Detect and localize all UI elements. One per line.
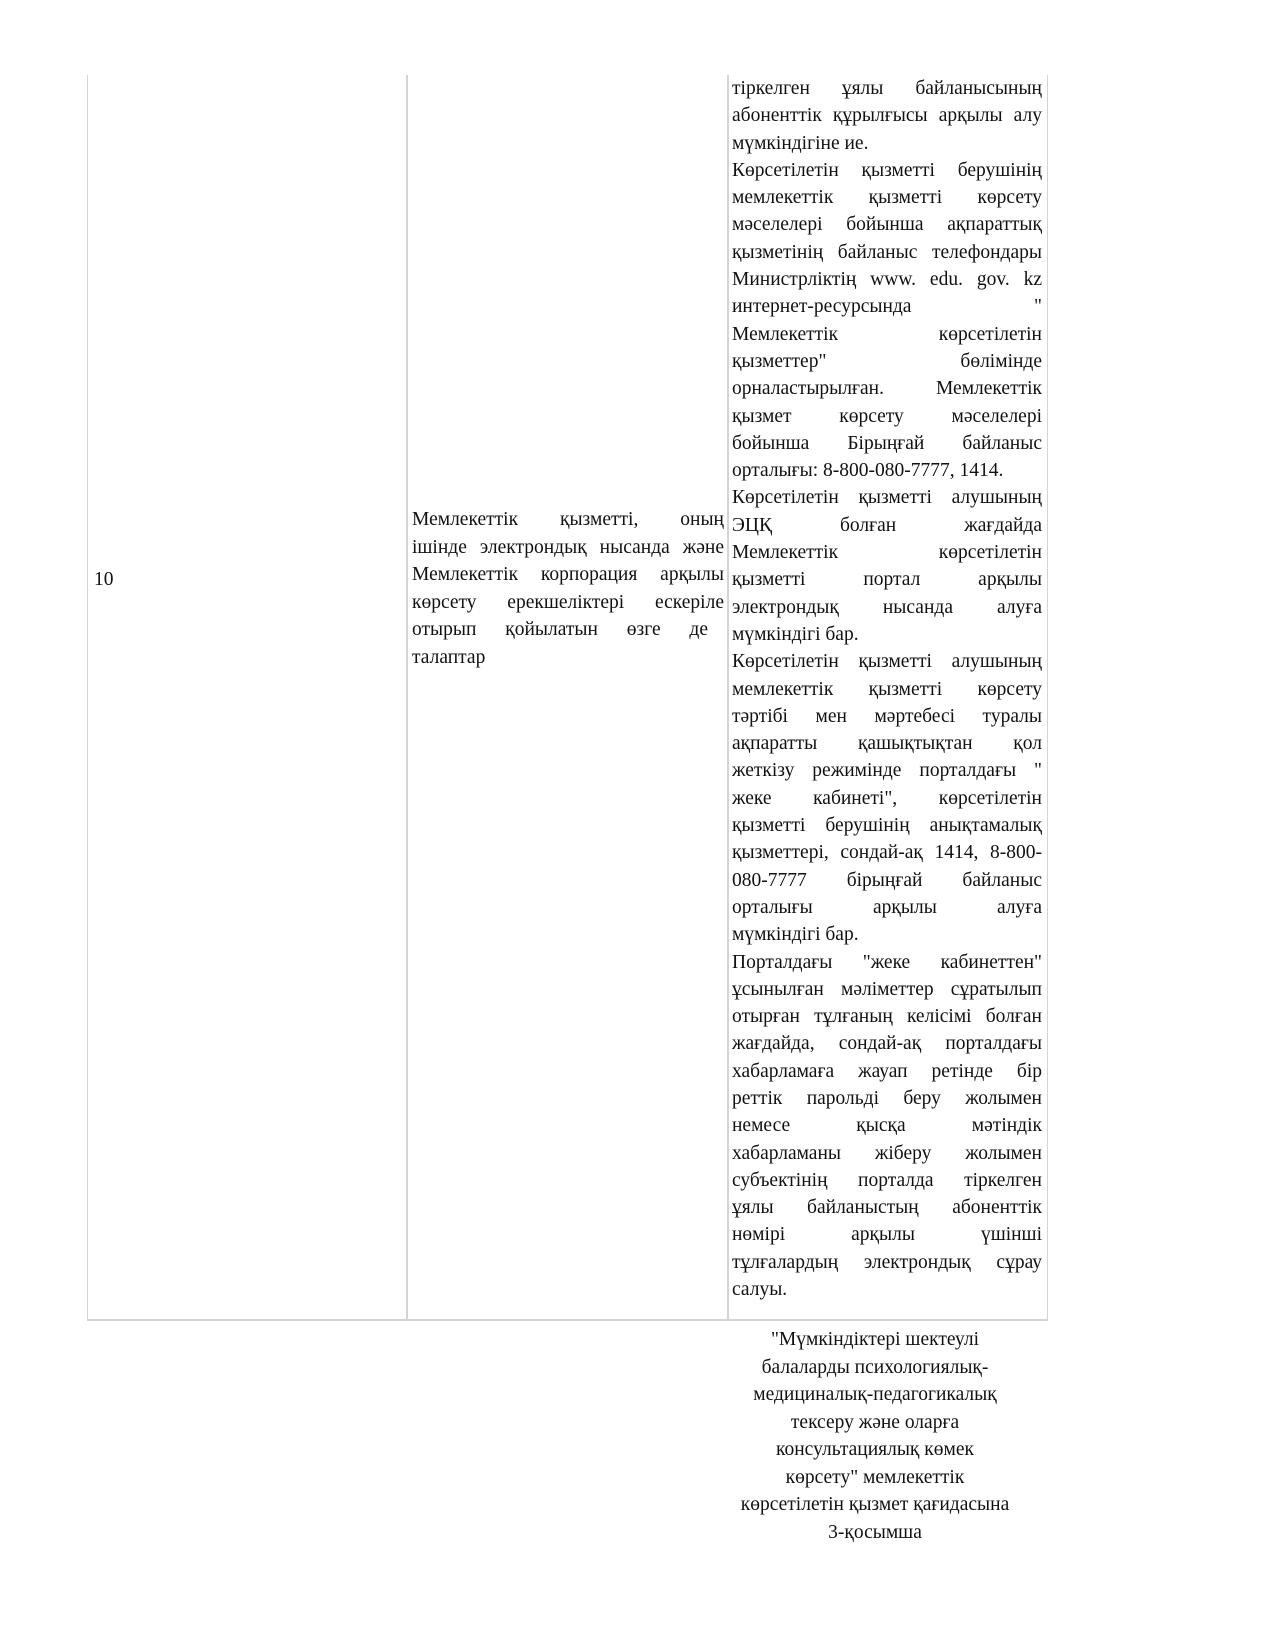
description-line: ақпаратты қашықтықтан қол: [732, 733, 1042, 755]
column-divider: [727, 75, 729, 1319]
requirement-line: көрсету ерекшеліктері ескеріле: [412, 591, 724, 613]
requirement-line: ішінде электрондық нысанда және: [412, 536, 724, 558]
requirement-line: отырып қойылатын өзге де: [412, 619, 708, 640]
description-line: Көрсетілетін қызметті алушының: [732, 651, 1042, 673]
description-line: тәртібі мен мәртебесі туралы: [732, 705, 1042, 727]
description-line: салуы.: [732, 1279, 788, 1301]
description-line: немесе қысқа мәтіндік: [732, 1115, 1042, 1137]
description-line: электрондық нысанда алуға: [732, 596, 1042, 618]
description-line: Көрсетілетін қызметті берушінің: [732, 159, 1042, 181]
requirement-cell: [412, 506, 724, 671]
description-cell: [732, 75, 1042, 1303]
description-line: мемлекеттік қызметті көрсету: [732, 187, 1042, 209]
description-line: Көрсетілетін қызметті алушының: [732, 487, 1042, 509]
column-divider: [406, 75, 408, 1319]
row-number-cell: 10: [94, 569, 114, 590]
description-line: бойынша Бірыңғай байланыс: [732, 432, 1042, 454]
description-line: субъектінің порталда тіркелген: [732, 1169, 1042, 1191]
description-line: нөмірі арқылы үшінші: [732, 1224, 1042, 1246]
description-line: Мемлекеттік көрсетілетін: [732, 323, 1042, 345]
description-paragraph: [732, 648, 1042, 948]
description-line: мүмкіндігіне ие.: [732, 132, 869, 154]
description-line: ЭЦҚ болған жағдайда: [732, 514, 1042, 536]
description-line: қызметті портал арқылы: [732, 569, 1042, 591]
caption-line: көрсетілетін қызмет қағидасына: [740, 1494, 1010, 1515]
caption-line: 3-қосымша: [828, 1521, 922, 1543]
description-line: Мемлекеттік көрсетілетін: [732, 542, 1042, 564]
caption-line: консультациялық көмек: [776, 1439, 974, 1460]
caption-line: көрсету" мемлекеттік: [785, 1466, 965, 1488]
description-paragraph: [732, 484, 1042, 648]
description-line: тіркелген ұялы байланысының: [732, 78, 1042, 99]
description-line: тұлғалардың электрондық сұрау: [732, 1251, 1042, 1273]
description-line: жағдайда, сондай-ақ порталдағы: [732, 1033, 1042, 1055]
appendix-caption: [720, 1326, 1030, 1546]
description-line: интернет-ресурсында ": [732, 296, 1042, 318]
description-line: орналастырылған. Мемлекеттік: [732, 378, 1042, 400]
description-line: ұялы байланыстың абоненттік: [732, 1197, 1042, 1219]
caption-line: "Мүмкіндіктері шектеулі: [770, 1329, 980, 1350]
description-line: қызметті берушінің анықтамалық: [732, 815, 1042, 837]
description-paragraph: [732, 75, 1042, 157]
description-line: мәселелері бойынша ақпараттық: [732, 214, 1042, 236]
caption-line: тексеру және оларға: [790, 1411, 960, 1433]
description-line: хабарламаны жіберу жолымен: [732, 1142, 1042, 1164]
description-line: жеткізу режимінде порталдағы ": [732, 760, 1042, 782]
description-line: мүмкіндігі бар.: [732, 924, 859, 946]
services-table: [87, 75, 1048, 1321]
description-line: жеке кабинеті", көрсетілетін: [732, 787, 1042, 809]
requirement-line: Мемлекеттік корпорация арқылы: [412, 564, 724, 585]
caption-line: медициналық-педагогикалық: [753, 1384, 997, 1405]
description-line: Министрліктің www. edu. gov. kz: [732, 269, 1042, 291]
description-line: қызметінің байланыс телефондары: [732, 241, 1042, 263]
description-paragraph: [732, 949, 1042, 1304]
description-line: қызметтері, сондай-ақ 1414, 8-800-: [732, 842, 1042, 864]
description-line: ұсынылған мәліметтер сұратылып: [732, 978, 1042, 1000]
description-paragraph: [732, 157, 1042, 485]
description-line: орталығы: 8-800-080-7777, 1414.: [732, 460, 1004, 482]
description-line: мемлекеттік қызметті көрсету: [732, 678, 1042, 700]
requirement-line: Мемлекеттік қызметті, оның: [412, 509, 724, 530]
description-line: хабарламаға жауап ретінде бір: [732, 1060, 1042, 1082]
description-line: орталығы арқылы алуға: [732, 896, 1042, 918]
description-line: қызмет көрсету мәселелері: [732, 405, 1042, 427]
description-line: Порталдағы "жеке кабинеттен": [732, 951, 1042, 973]
description-line: қызметтер" бөлімінде: [732, 350, 1042, 372]
caption-line: балаларды психологиялық-: [761, 1356, 989, 1378]
description-line: 080-7777 бірыңғай байланыс: [732, 869, 1042, 891]
description-line: реттік парольді беру жолымен: [732, 1087, 1042, 1109]
description-line: отырған тұлғаның келісімі болған: [732, 1006, 1042, 1028]
description-line: мүмкіндігі бар.: [732, 623, 859, 645]
description-line: абоненттік құрылғысы арқылы алу: [732, 105, 1042, 127]
requirement-line: талаптар: [412, 646, 486, 668]
